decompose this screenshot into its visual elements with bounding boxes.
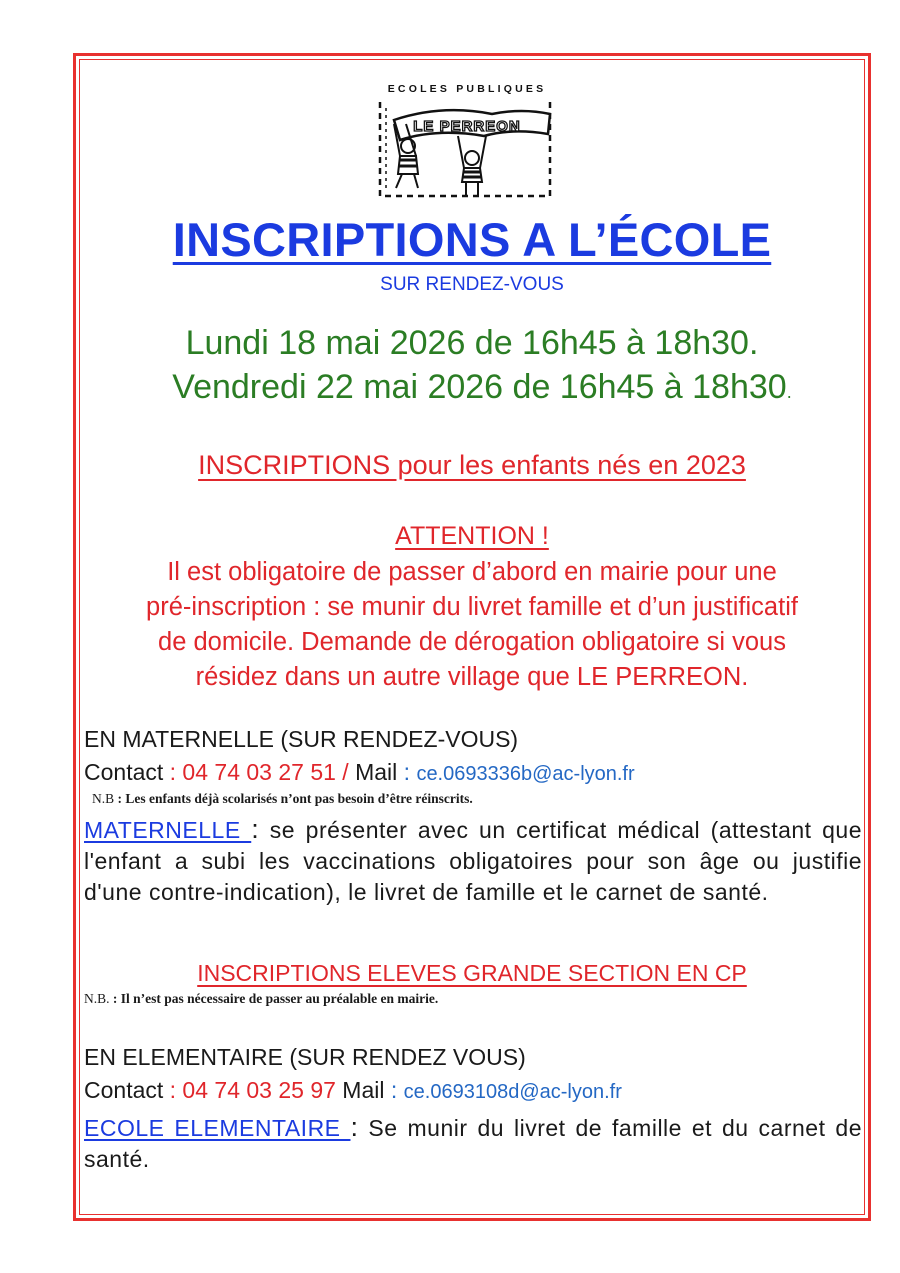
attention-text <box>82 555 862 695</box>
elementaire-paragraph <box>84 1112 862 1175</box>
enfants-heading: INSCRIPTIONS pour les enfants nés en 2023 <box>198 450 746 480</box>
attention-line: pré-inscription : se munir du livret famille et d’un justificatif <box>146 593 798 621</box>
elementaire-colon: : <box>350 1112 359 1142</box>
elementaire-heading: EN ELEMENTAIRE (SUR RENDEZ VOUS) <box>84 1044 526 1070</box>
maternelle-nb <box>92 791 870 807</box>
nb-prefix: N.B. <box>84 991 113 1006</box>
nb-text: : Les enfants déjà scolarisés n’ont pas besoin d’être réinscrits. <box>117 791 473 806</box>
mail-colon: : <box>390 1077 404 1103</box>
elementaire-phone: : 04 74 03 25 97 <box>169 1077 336 1103</box>
nb-prefix: N.B <box>92 791 118 806</box>
attention-line: Il est obligatoire de passer d’abord en mairie pour une <box>167 558 777 586</box>
maternelle-phone: : 04 74 03 27 51 / <box>169 759 349 785</box>
page-title: INSCRIPTIONS A L’ÉCOLE <box>172 213 772 266</box>
logo-top-text: ECOLES PUBLIQUES <box>387 83 547 95</box>
date-line-2-dot: . <box>786 382 792 402</box>
attention-line: résidez dans un autre village que LE PERREON. <box>195 663 749 691</box>
elementaire-text: Se munir du livret de famille et du carnet de santé. <box>84 1115 862 1172</box>
page-subtitle: SUR RENDEZ-VOUS <box>380 274 564 295</box>
maternelle-email-link[interactable]: ce.0693336b@ac-lyon.fr <box>416 763 635 785</box>
maternelle-heading: EN MATERNELLE (SUR RENDEZ-VOUS) <box>84 726 519 752</box>
school-logo-children-icon <box>372 78 562 204</box>
mail-colon: : <box>403 759 417 785</box>
maternelle-colon: : <box>251 814 260 844</box>
date-line-2 <box>92 368 872 407</box>
date-line-2-text: Vendredi 22 mai 2026 de 16h45 à 18h30 <box>172 368 787 406</box>
contact-label: Contact <box>84 759 170 785</box>
maternelle-text: se présenter avec un certificat médical (attestant que l'enfant a subi les vaccinations obligatoires pour son âge ou justifie d'une contre-indication), le livret de famille et le carnet de santé. <box>84 817 863 905</box>
mail-label: Mail <box>335 1077 391 1103</box>
logo-name-text: LE PERREON <box>413 118 521 135</box>
maternelle-paragraph <box>84 814 862 908</box>
maternelle-link[interactable]: MATERNELLE <box>84 817 252 843</box>
elementaire-email-link[interactable]: ce.0693108d@ac-lyon.fr <box>403 1081 622 1103</box>
elementaire-link[interactable]: ECOLE ELEMENTAIRE <box>84 1115 351 1141</box>
contact-label: Contact <box>84 1077 170 1103</box>
attention-line: de domicile. Demande de dérogation obligatoire si vous <box>158 628 786 656</box>
mail-label: Mail <box>348 759 404 785</box>
date-line-1: Lundi 18 mai 2026 de 16h45 à 18h30. <box>185 324 759 362</box>
cp-heading: INSCRIPTIONS ELEVES GRANDE SECTION EN CP <box>197 960 747 986</box>
elementaire-contact <box>84 1077 862 1104</box>
cp-nb <box>84 991 862 1007</box>
maternelle-contact <box>84 759 862 786</box>
attention-heading: ATTENTION ! <box>395 522 549 550</box>
nb-text: : Il n’est pas nécessaire de passer au préalable en mairie. <box>112 991 439 1006</box>
